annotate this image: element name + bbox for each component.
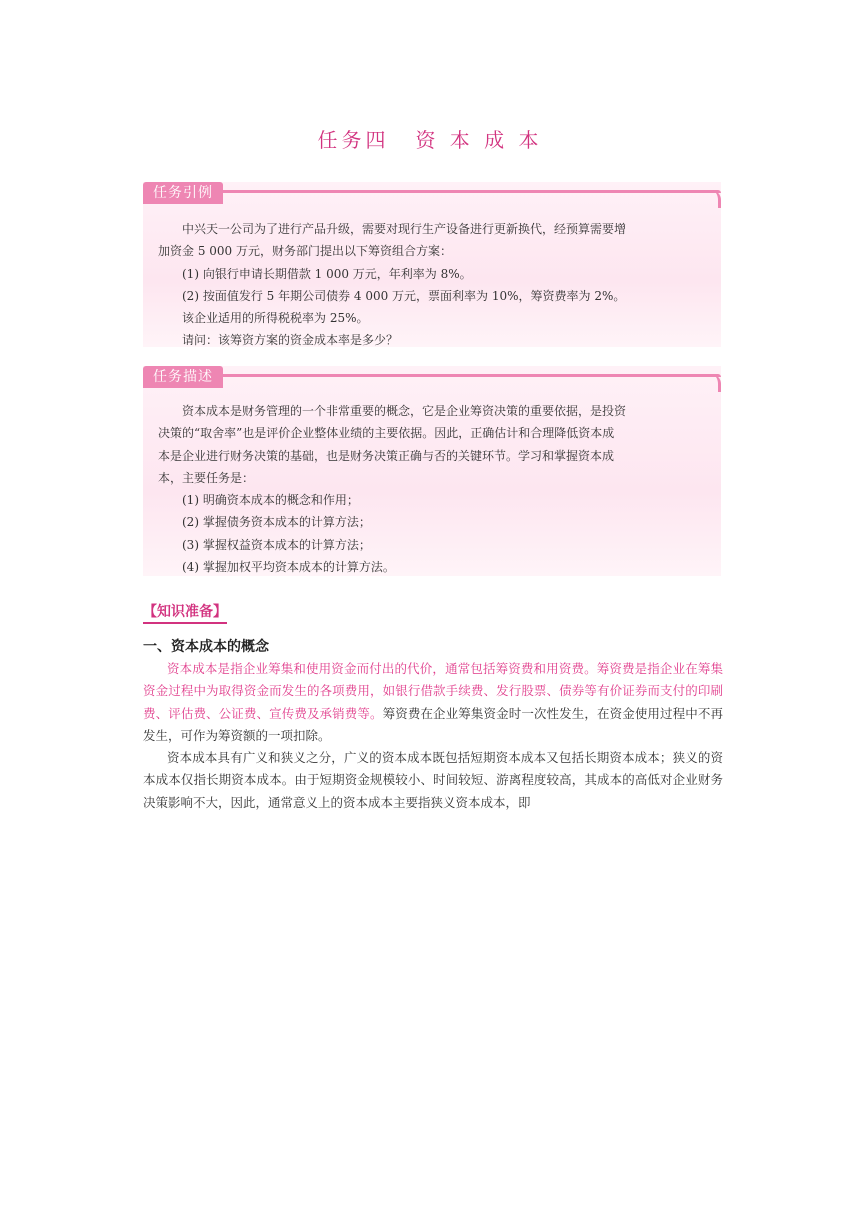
task-example-box	[143, 182, 721, 347]
description-line: 本是企业进行财务决策的基础，也是财务决策正确与否的关键环节。学习和掌握资本成	[158, 448, 615, 463]
example-line: 中兴天一公司为了进行产品升级，需要对现行生产设备进行更新换代，经预算需要增	[182, 222, 627, 236]
page-title	[0, 124, 860, 153]
example-line: (1) 向银行申请长期借款 1 000 万元，年利率为 8%。	[182, 266, 472, 281]
task-item: (1) 明确资本成本的概念和作用；	[182, 493, 359, 508]
highlighted-definition: 资本成本是指企业筹集和使用资金而付出的代价，通常包括筹资费和用资费。筹资费是指企业在筹集资金过程中为取得资金而发生的各项费用，如银行借款手续费、发行股票、债券等有价证券而支付的印刷费、评估费、公证费、宣传费及承销费等。	[143, 661, 723, 721]
knowledge-prep-tag: 【知识准备】	[143, 601, 227, 624]
example-line: 该企业适用的所得税税率为 25%。	[182, 311, 369, 326]
task-description-header	[143, 366, 721, 390]
definition-continued: 筹资费在企业筹集资金时一次性发生，在资金使用过程中不再发生，可作为筹资额的一项扣除。	[143, 705, 723, 743]
description-line: 本，主要任务是：	[158, 470, 255, 485]
task-description-body	[158, 400, 707, 578]
description-line: 资本成本是财务管理的一个非常重要的概念，它是企业筹资决策的重要依据，是投资	[182, 404, 627, 418]
task-description-box	[143, 366, 721, 576]
example-line: 请问：该筹资方案的资金成本率是多少？	[182, 333, 399, 348]
task-item: (3) 掌握权益资本成本的计算方法；	[182, 537, 371, 552]
paragraph-scope: 资本成本具有广义和狭义之分，广义的资本成本既包括短期资本成本又包括长期资本成本；狭义的资本成本仅指长期资本成本。由于短期资金规模较小、时间较短、游离程度较高，其成本的高低对企业财务决策影响不大，因此，通常意义上的资本成本主要指狭义资本成本，即	[143, 750, 723, 810]
task-example-body	[158, 218, 707, 352]
main-text	[143, 658, 723, 814]
example-line: (2) 按面值发行 5 年期公司债券 4 000 万元，票面利率为 10%，筹资费率为 2%。	[182, 288, 626, 303]
title-task-number: 任务四	[317, 128, 390, 152]
header-rule	[213, 190, 721, 193]
example-line: 加资金 5 000 万元，财务部门提出以下筹资组合方案：	[158, 244, 452, 259]
task-example-tab: 任务引例	[143, 182, 223, 204]
header-rule	[213, 374, 721, 377]
section-heading: 一、资本成本的概念	[143, 639, 269, 655]
description-line: 决策的“取舍率”也是评价企业整体业绩的主要依据。因此，正确估计和合理降低资本成	[158, 426, 615, 441]
task-item: (2) 掌握债务资本成本的计算方法；	[182, 515, 371, 530]
task-item: (4) 掌握加权平均资本成本的计算方法。	[182, 560, 395, 575]
task-description-tab: 任务描述	[143, 366, 223, 388]
task-example-header	[143, 182, 721, 206]
paragraph-definition	[143, 658, 723, 747]
title-topic: 资 本 成 本	[415, 128, 543, 152]
